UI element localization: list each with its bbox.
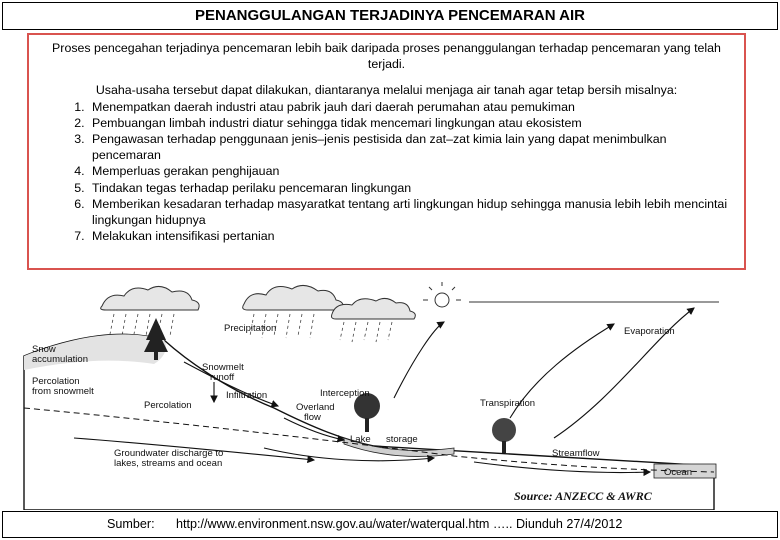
label-streamflow: Streamflow <box>552 448 600 459</box>
label-ocean: Ocean <box>664 467 692 478</box>
cloud-right <box>332 298 416 319</box>
list-item: 5. Tindakan tegas terhadap perilaku pencemaran lingkungan <box>88 180 734 196</box>
label-percolation: Percolation <box>144 400 192 411</box>
label-groundwater: Groundwater discharge to <box>114 448 224 459</box>
label-overland-flow: flow <box>304 412 321 423</box>
cloud-left <box>101 286 199 310</box>
label-storage: storage <box>386 434 418 445</box>
label-percolation-snow: Percolation <box>32 376 80 387</box>
list-item: 7. Melakukan intensifikasi pertanian <box>88 228 734 244</box>
list-item: 6. Memberikan kesadaran terhadap masyaratkat tentang arti lingkungan hidup sehingga manusia lebih lebih mencintai lingkungan hidupnya <box>88 196 734 228</box>
label-snowmelt: Snowmelt <box>202 362 244 373</box>
label-lake: Lake <box>350 434 371 445</box>
diagram-source: Source: ANZECC & AWRC <box>514 489 652 503</box>
content-panel <box>27 33 746 270</box>
source-footer <box>2 511 778 538</box>
label-percolation-snowmelt: from snowmelt <box>32 386 94 397</box>
label-interception: Interception <box>320 388 370 399</box>
label-precipitation: Precipitation <box>224 323 277 334</box>
label-evaporation: Evaporation <box>624 326 675 337</box>
label-transpiration: Transpiration <box>480 398 536 409</box>
page-title: PENANGGULANGAN TERJADINYA PENCEMARAN AIR <box>2 2 778 30</box>
label-snow-accumulation: accumulation <box>32 354 88 365</box>
cloud-middle <box>243 285 343 310</box>
list-item: 4. Memperluas gerakan penghijauan <box>88 163 734 179</box>
label-infiltration: Infiltration <box>226 390 268 401</box>
lead-paragraph: Usaha-usaha tersebut dapat dilakukan, diantaranya melalui menjaga air tanah agar tetap bersih misalnya: <box>95 83 678 98</box>
label-overland: Overland <box>296 402 335 413</box>
label-snowmelt-runoff: runoff <box>210 372 235 383</box>
tree-icon <box>492 418 516 453</box>
source-label: Sumber: <box>107 517 155 531</box>
sun-icon <box>423 282 461 307</box>
intro-paragraph: Proses pencegahan terjadinya pencemaran lebih baik daripada proses penanggulangan terhadap pencemaran yang telah terjadi. <box>52 41 721 72</box>
list-item: 2. Pembuangan limbah industri diatur sehingga tidak mencemari lingkungan atau ekosistem <box>88 115 734 131</box>
label-groundwater-destinations: lakes, streams and ocean <box>114 458 223 469</box>
list-item: 3. Pengawasan terhadap penggunaan jenis–jenis pestisida dan zat–zat kimia lain yang dapat menimbulkan pencemaran <box>88 131 734 163</box>
label-snow: Snow <box>32 344 56 355</box>
list-item: 1. Menempatkan daerah industri atau pabrik jauh dari daerah perumahan atau pemukiman <box>88 99 734 115</box>
water-cycle-diagram <box>14 278 735 510</box>
water-cycle-svg <box>14 278 735 510</box>
prevention-steps-list <box>39 99 734 245</box>
source-text: http://www.environment.nsw.gov.au/water/waterqual.htm ….. Diunduh 27/4/2012 <box>176 517 623 531</box>
